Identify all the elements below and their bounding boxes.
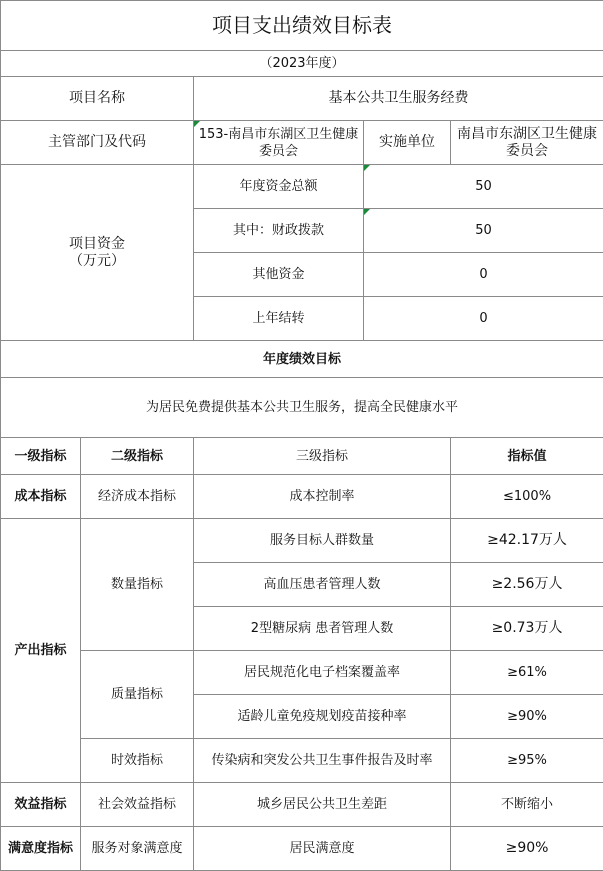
l1-output: 产出指标 <box>1 519 81 783</box>
value-row: ≥42.17万人 <box>451 519 603 563</box>
l1-benefit: 效益指标 <box>1 783 81 827</box>
fund-label: 其中：财政拨款 <box>194 209 364 253</box>
impl-label: 实施单位 <box>364 121 451 165</box>
l3-row: 高血压患者管理人数 <box>194 563 451 607</box>
annual-goal-label: 年度绩效目标 <box>1 341 603 378</box>
l2-quantity: 数量指标 <box>81 519 194 651</box>
l3-row: 2型糖尿病 患者管理人数 <box>194 607 451 651</box>
funds-label-text: 项目资金 <box>4 236 190 253</box>
value-satisfaction: ≥90% <box>451 827 603 871</box>
fund-value: 0 <box>364 253 603 297</box>
dept-value: 153-南昌市东湖区卫生健康委员会 <box>194 121 364 165</box>
header-l3: 三级指标 <box>194 438 451 475</box>
header-value: 指标值 <box>451 438 603 475</box>
value-row: ≥90% <box>451 695 603 739</box>
funds-unit: （万元） <box>4 253 190 270</box>
value-cost: ≤100% <box>451 475 603 519</box>
value-row: ≥0.73万人 <box>451 607 603 651</box>
l3-benefit: 城乡居民公共卫生差距 <box>194 783 451 827</box>
fund-label: 其他资金 <box>194 253 364 297</box>
l3-row: 居民规范化电子档案覆盖率 <box>194 651 451 695</box>
fund-value: 50 <box>364 209 603 253</box>
value-benefit: 不断缩小 <box>451 783 603 827</box>
fund-value: 50 <box>364 165 603 209</box>
fund-label: 上年结转 <box>194 297 364 341</box>
l3-row: 适龄儿童免疫规划疫苗接种率 <box>194 695 451 739</box>
l3-cost: 成本控制率 <box>194 475 451 519</box>
impl-value: 南昌市东湖区卫生健康委员会 <box>451 121 603 165</box>
header-l2: 二级指标 <box>81 438 194 475</box>
l1-satisfaction: 满意度指标 <box>1 827 81 871</box>
fund-value: 0 <box>364 297 603 341</box>
l3-satisfaction: 居民满意度 <box>194 827 451 871</box>
header-l1: 一级指标 <box>1 438 81 475</box>
l2-cost: 经济成本指标 <box>81 475 194 519</box>
funds-label <box>1 165 194 341</box>
year-label: （2023年度） <box>1 51 603 77</box>
l2-satisfaction: 服务对象满意度 <box>81 827 194 871</box>
page-title: 项目支出绩效目标表 <box>1 1 603 51</box>
l3-row: 传染病和突发公共卫生事件报告及时率 <box>194 739 451 783</box>
value-row: ≥2.56万人 <box>451 563 603 607</box>
l3-row: 服务目标人群数量 <box>194 519 451 563</box>
l1-cost: 成本指标 <box>1 475 81 519</box>
l2-benefit: 社会效益指标 <box>81 783 194 827</box>
l2-quality: 质量指标 <box>81 651 194 739</box>
annual-goal-text: 为居民免费提供基本公共卫生服务，提高全民健康水平 <box>1 378 603 438</box>
fund-label: 年度资金总额 <box>194 165 364 209</box>
project-name-value: 基本公共卫生服务经费 <box>194 77 603 121</box>
value-row: ≥95% <box>451 739 603 783</box>
dept-label: 主管部门及代码 <box>1 121 194 165</box>
value-row: ≥61% <box>451 651 603 695</box>
l2-timeliness: 时效指标 <box>81 739 194 783</box>
project-name-label: 项目名称 <box>1 77 194 121</box>
